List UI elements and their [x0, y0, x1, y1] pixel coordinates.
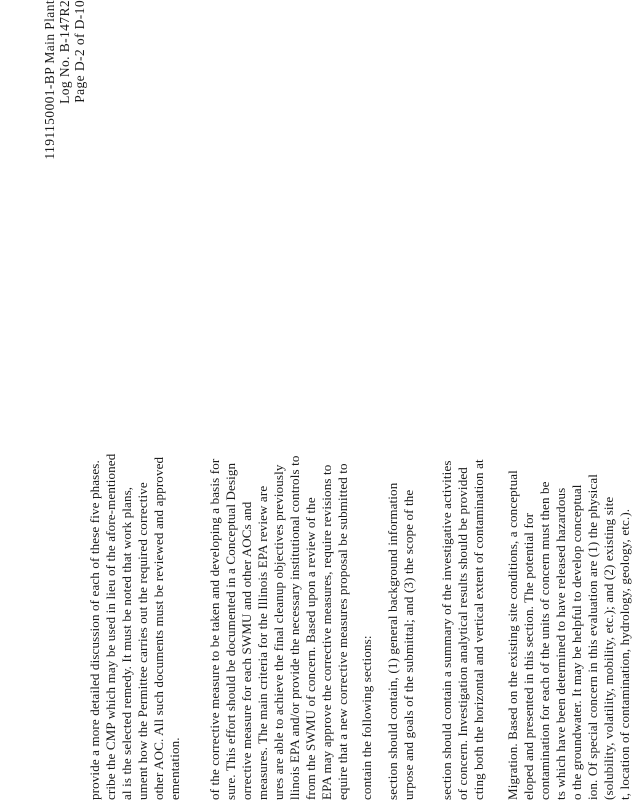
- page-header: [42, 0, 87, 160]
- text-line: other AOC. All such documents must be reviewed and approved: [151, 456, 166, 800]
- document-id: 1191150001-BP Main Plant: [42, 0, 57, 160]
- text-line: section should contain a summary of the investigative activities: [439, 460, 454, 800]
- page-number: Page D-2 of D-10: [72, 0, 87, 103]
- text-line: contamination for each of the units of concern must then be: [537, 481, 552, 800]
- text-line: urpose and goals of the submittal; and (3) the scope of the: [401, 489, 416, 800]
- text-line: contain the following sections:: [359, 635, 374, 800]
- text-line: from the SWMU of concern. Based upon a review of the: [303, 497, 318, 800]
- text-line: cribe the CMP which may be used in lieu of the afore-mentioned: [103, 453, 118, 800]
- text-line: al is the selected remedy. It must be noted that work plans,: [119, 486, 134, 800]
- text-line: of the corrective measure to be taken and developing a basis for: [207, 458, 222, 800]
- text-line: section should contain, (1) general background information: [385, 482, 400, 800]
- text-line: sure. This effort should be documented in a Conceptual Design: [223, 462, 238, 800]
- text-line: orrective measure for each SWMU and other AOCs and: [239, 501, 254, 800]
- text-line: ion. Of special concern in this evaluation are (1) the physical: [585, 473, 600, 800]
- text-line: ures are able to achieve the final cleanup objectives previously: [271, 464, 286, 800]
- text-line: EPA may approve the corrective measures, require revisions to: [319, 464, 334, 800]
- text-line: ument how the Permittee carries out the required corrective: [135, 482, 150, 800]
- text-line: of concern. Investigation analytical results should be provided: [455, 467, 470, 800]
- text-line: llinois EPA and/or provide the necessary institutional controls to: [287, 455, 302, 800]
- text-line: t, location of contamination, hydrology, geology, etc.).: [617, 508, 632, 800]
- text-line: ts which have been determined to have released hazardous: [553, 487, 568, 800]
- text-line: o the groundwater. It may be helpful to develop conceptual: [569, 484, 584, 800]
- log-number: Log No. B-147R2: [57, 0, 72, 104]
- text-line: cting both the horizontal and vertical extent of contamination at: [471, 459, 486, 800]
- text-line: equire that a new corrective measures proposal be submitted to: [335, 463, 350, 800]
- text-line: eloped and presented in this section. The potential for: [521, 512, 536, 800]
- text-line: ementation.: [167, 737, 182, 800]
- text-line: (solubility, volatility, mobility, etc.); and (2) existing site: [601, 496, 616, 800]
- text-line: measures. The main criteria for the Illinois EPA review are: [255, 485, 270, 800]
- text-line: provide a more detailed discussion of each of these five phases.: [87, 460, 102, 800]
- text-line: Migration. Based on the existing site conditions, a conceptual: [505, 470, 520, 800]
